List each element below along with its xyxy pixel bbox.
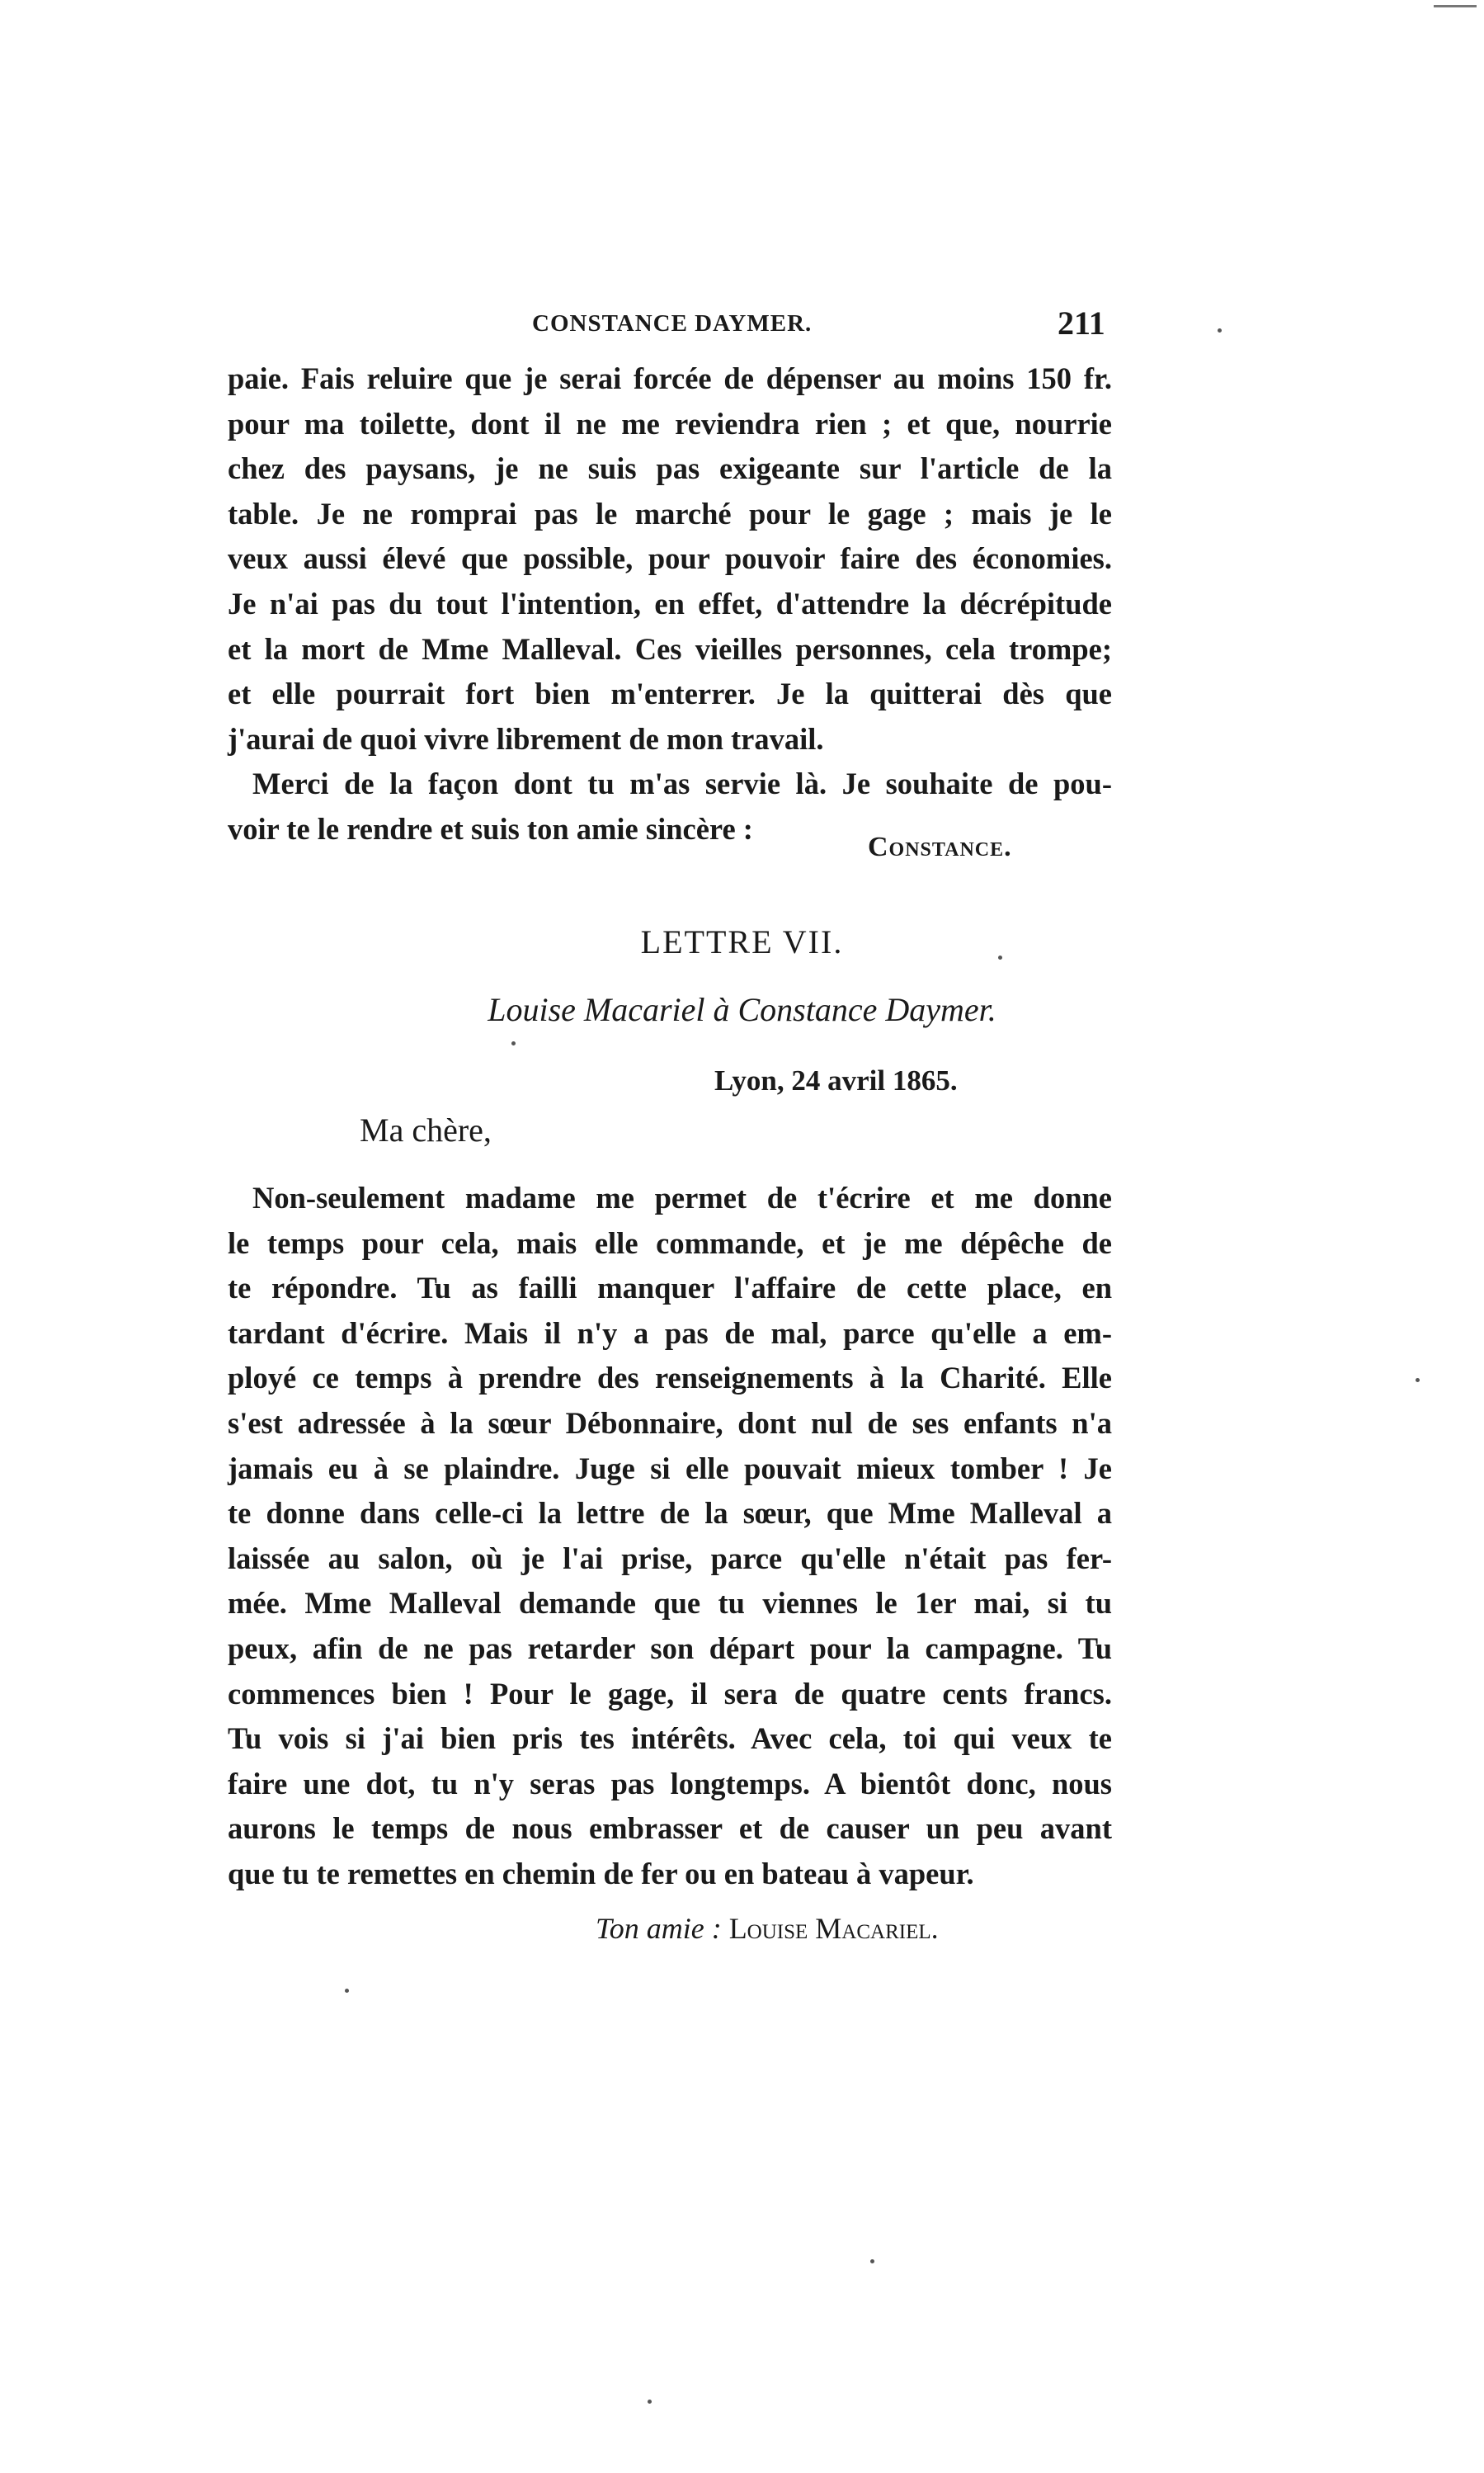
- text-line: ployé ce temps à prendre des renseignements à la Charité. Elle: [228, 1361, 1112, 1395]
- scan-speck: [998, 956, 1002, 960]
- text-line: te donne dans celle-ci la lettre de la sœur, que Mme Malleval a: [228, 1496, 1112, 1531]
- text-line: Non-seulement madame me permet de t'écrire et me donne: [252, 1181, 1112, 1215]
- text-line: Tu vois si j'ai bien pris tes intérêts. Avec cela, toi qui veux te: [228, 1721, 1112, 1756]
- letter-vii-body: [228, 1176, 1112, 1897]
- text-line: aurons le temps de nous embrasser et de causer un peu avant: [228, 1811, 1112, 1846]
- text-line: que tu te remettes en chemin de fer ou en bateau à vapeur.: [228, 1856, 974, 1890]
- letter-vi-conclusion: [228, 356, 1112, 852]
- text-line: te répondre. Tu as failli manquer l'affaire de cette place, en: [228, 1271, 1112, 1305]
- top-edge-rule: [1434, 5, 1477, 7]
- text-line: chez des paysans, je ne suis pas exigeante sur l'article de la: [228, 451, 1112, 486]
- text-line: voir te le rendre et suis ton amie sincère :: [228, 811, 753, 846]
- signature-louise: [596, 1911, 939, 1946]
- signature-prefix: Ton amie :: [596, 1912, 722, 1945]
- scan-speck: [511, 1041, 516, 1045]
- text-line: j'aurai de quoi vivre librement de mon travail.: [228, 721, 824, 756]
- text-line: commences bien ! Pour le gage, il sera de quatre cents francs.: [228, 1676, 1112, 1711]
- page-number: 211: [1058, 304, 1105, 342]
- text-line: table. Je ne romprai pas le marché pour le gage ; mais je le: [228, 496, 1112, 531]
- text-line: le temps pour cela, mais elle commande, et je me dépêche de: [228, 1225, 1112, 1260]
- text-line: mée. Mme Malleval demande que tu viennes le 1er mai, si tu: [228, 1586, 1112, 1621]
- dateline: Lyon, 24 avril 1865.: [714, 1064, 958, 1097]
- text-line: peux, afin de ne pas retarder son départ pour la campagne. Tu: [228, 1631, 1112, 1665]
- scan-speck: [345, 1989, 349, 1993]
- text-line: Merci de la façon dont tu m'as servie là. Je souhaite de pou-: [252, 767, 1112, 801]
- text-line: faire une dot, tu n'y seras pas longtemps. A bientôt donc, nous: [228, 1766, 1112, 1800]
- letter-vii-heading: LETTRE VII.: [640, 923, 844, 960]
- text-line: veux aussi élevé que possible, pour pouvoir faire des économies.: [228, 541, 1112, 576]
- text-line: tardant d'écrire. Mais il n'y a pas de mal, parce qu'elle a em-: [228, 1315, 1112, 1350]
- salutation: Ma chère,: [360, 1111, 492, 1149]
- running-head: CONSTANCE DAYMER.: [532, 310, 813, 337]
- signature-name: Louise Macariel.: [728, 1912, 939, 1945]
- text-line: paie. Fais reluire que je serai forcée de dépenser au moins 150 fr.: [228, 361, 1112, 395]
- scan-speck: [1416, 1378, 1420, 1382]
- scan-speck: [870, 2259, 874, 2263]
- text-line: pour ma toilette, dont il ne me reviendra rien ; et que, nourrie: [228, 406, 1112, 441]
- text-line: jamais eu à se plaindre. Juge si elle pouvait mieux tomber ! Je: [228, 1451, 1112, 1485]
- signature-constance: Constance.: [868, 832, 1012, 862]
- text-line: Je n'ai pas du tout l'intention, en effet, d'attendre la décrépitude: [228, 586, 1112, 621]
- text-line: et la mort de Mme Malleval. Ces vieilles personnes, cela trompe;: [228, 631, 1112, 666]
- page-header: [0, 304, 1484, 353]
- scan-speck: [1218, 328, 1222, 333]
- text-line: et elle pourrait fort bien m'enterrer. Je la quitterai dès que: [228, 677, 1112, 711]
- text-line: laissée au salon, où je l'ai prise, parce qu'elle n'était pas fer-: [228, 1541, 1112, 1575]
- text-line: s'est adressée à la sœur Débonnaire, dont nul de ses enfants n'a: [228, 1405, 1112, 1440]
- letter-vii-subheading: Louise Macariel à Constance Daymer.: [488, 991, 996, 1028]
- scan-speck: [648, 2400, 652, 2404]
